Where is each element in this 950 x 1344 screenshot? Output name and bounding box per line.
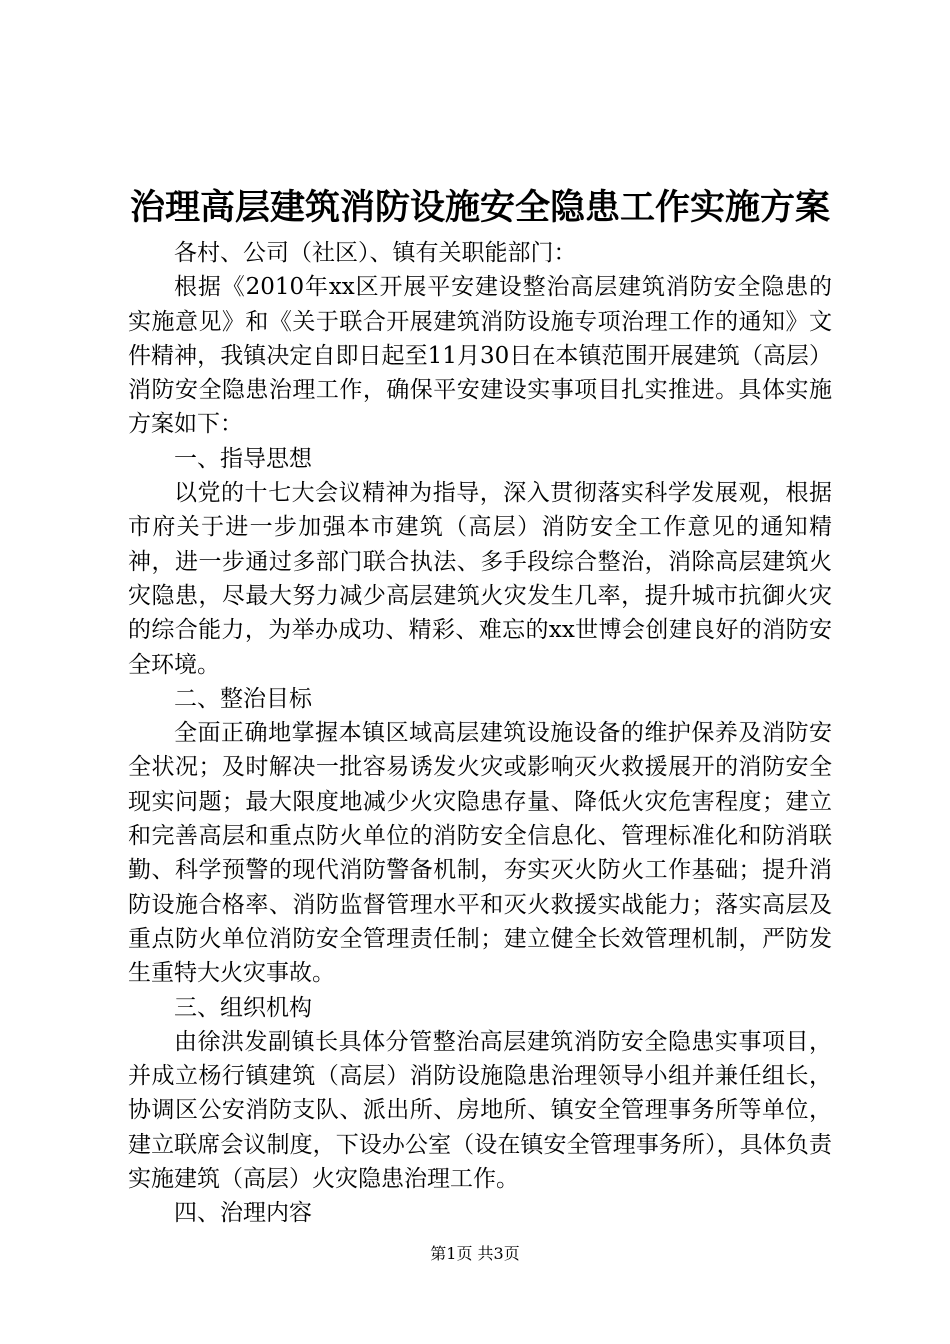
page-number-footer: 第1页 共3页 — [430, 1244, 520, 1263]
goals-paragraph: 全面正确地掌握本镇区域高层建筑设施设备的维护保养及消防安全状况；及时解决一批容易诱发火灾或影响灭火救援展开的消防安全现实问题；最大限度地减少火灾隐患存量、降低火灾危害程度；建立和完善高层和重点防火单位的消防安全信息化、管理标准化和防消联勤、科学预警的现代消防警备机制，夯实灭火防火工作基础；提升消防设施合格率、消防监督管理水平和灭火救援实战能力；落实高层及重点防火单位消防安全管理责任制；建立健全长效管理机制，严防发生重特大火灾事故。 — [128, 720, 832, 987]
salutation-paragraph: 各村、公司（社区）、镇有关职能部门： — [174, 240, 577, 266]
section-heading-guiding-principle: 一、指导思想 — [174, 445, 312, 472]
intro-paragraph: 根据《2010年xx区开展平安建设整治高层建筑消防安全隐患的实施意见》和《关于联合开展建筑消防设施专项治理工作的通知》文件精神，我镇决定自即日起至11月30日在本镇范围开展建筑（高层）消防安全隐患治理工作，确保平安建设实事项目扎实推进。具体实施方案如下： — [128, 274, 832, 438]
document-page — [128, 180, 832, 1231]
guiding-principle-paragraph: 以党的十七大会议精神为指导，深入贯彻落实科学发展观，根据市府关于进一步加强本市建筑（高层）消防安全工作意见的通知精神，进一步通过多部门联合执法、多手段综合整治，消除高层建筑火灾隐患，尽最大努力减少高层建筑火灾发生几率，提升城市抗御火灾的综合能力，为举办成功、精彩、难忘的xx世博会创建良好的消防安全环境。 — [128, 480, 832, 678]
section-heading-goals: 二、整治目标 — [174, 685, 312, 712]
section-heading-organization: 三、组织机构 — [174, 994, 312, 1021]
organization-paragraph: 由徐洪发副镇长具体分管整治高层建筑消防安全隐患实事项目，并成立杨行镇建筑（高层）消防设施隐患治理领导小组并兼任组长，协调区公安消防支队、派出所、房地所、镇安全管理事务所等单位，建立联席会议制度，下设办公室（设在镇安全管理事务所），具体负责实施建筑（高层）火灾隐患治理工作。 — [128, 1028, 832, 1193]
document-title: 治理高层建筑消防设施安全隐患工作实施方案 — [129, 187, 830, 228]
section-heading-content: 四、治理内容 — [174, 1200, 312, 1227]
